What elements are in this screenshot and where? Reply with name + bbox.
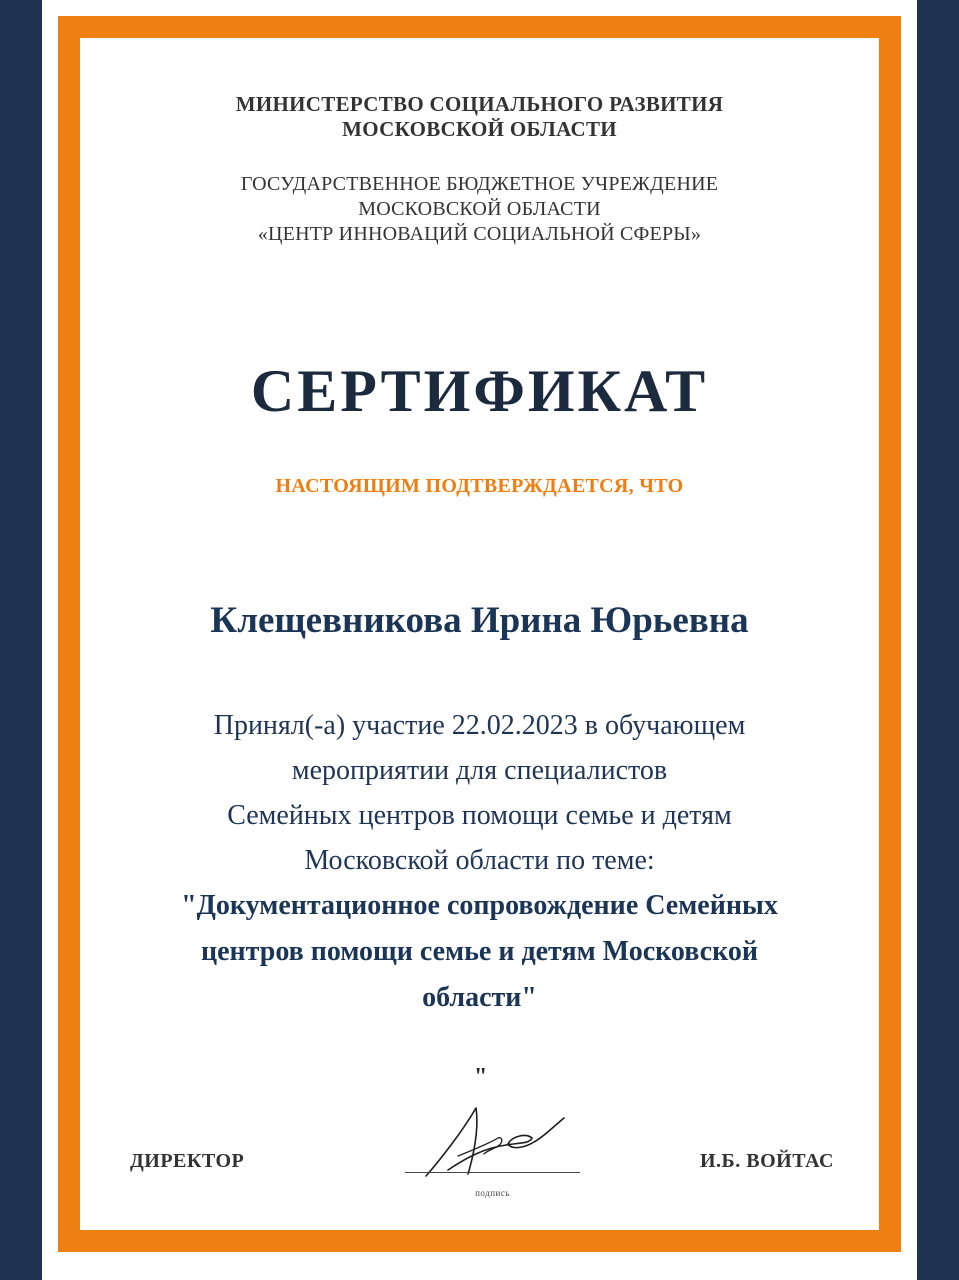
topic-line: центров помощи семье и детям Московской — [200, 936, 759, 967]
institution-line: «ЦЕНТР ИННОВАЦИЙ СОЦИАЛЬНОЙ СФЕРЫ» — [257, 223, 702, 245]
recipient-name: Клещевникова Ирина Юрьевна — [210, 600, 749, 641]
participation-text — [0, 703, 959, 883]
ministry-line: МИНИСТЕРСТВО СОЦИАЛЬНОГО РАЗВИТИЯ — [235, 92, 724, 116]
event-topic — [0, 883, 959, 1021]
signature-line — [405, 1172, 580, 1173]
participation-line: Московской области по теме: — [304, 845, 655, 876]
stray-quote-mark: " — [474, 1064, 488, 1090]
participation-line: мероприятии для специалистов — [291, 755, 668, 786]
director-name: И.Б. ВОЙТАС — [700, 1150, 834, 1172]
ministry-line: МОСКОВСКОЙ ОБЛАСТИ — [342, 117, 617, 141]
topic-line: "Документационное сопровождение Семейных — [181, 890, 778, 921]
institution-heading — [0, 172, 959, 247]
participation-line: Семейных центров помощи семье и детям — [227, 800, 732, 831]
confirmation-text: НАСТОЯЩИМ ПОДТВЕРЖДАЕТСЯ, ЧТО — [275, 475, 684, 497]
institution-line: ГОСУДАРСТВЕННОЕ БЮДЖЕТНОЕ УЧРЕЖДЕНИЕ — [240, 173, 719, 195]
topic-line: области" — [422, 982, 537, 1013]
signature-caption: подпись — [475, 1188, 510, 1198]
participation-line: Принял(-а) участие 22.02.2023 в обучающем — [213, 710, 746, 741]
institution-line: МОСКОВСКОЙ ОБЛАСТИ — [358, 198, 601, 220]
handwritten-signature — [418, 1098, 568, 1182]
ministry-heading — [0, 92, 959, 142]
certificate-title: СЕРТИФИКАТ — [250, 358, 709, 424]
director-role: ДИРЕКТОР — [130, 1150, 245, 1172]
